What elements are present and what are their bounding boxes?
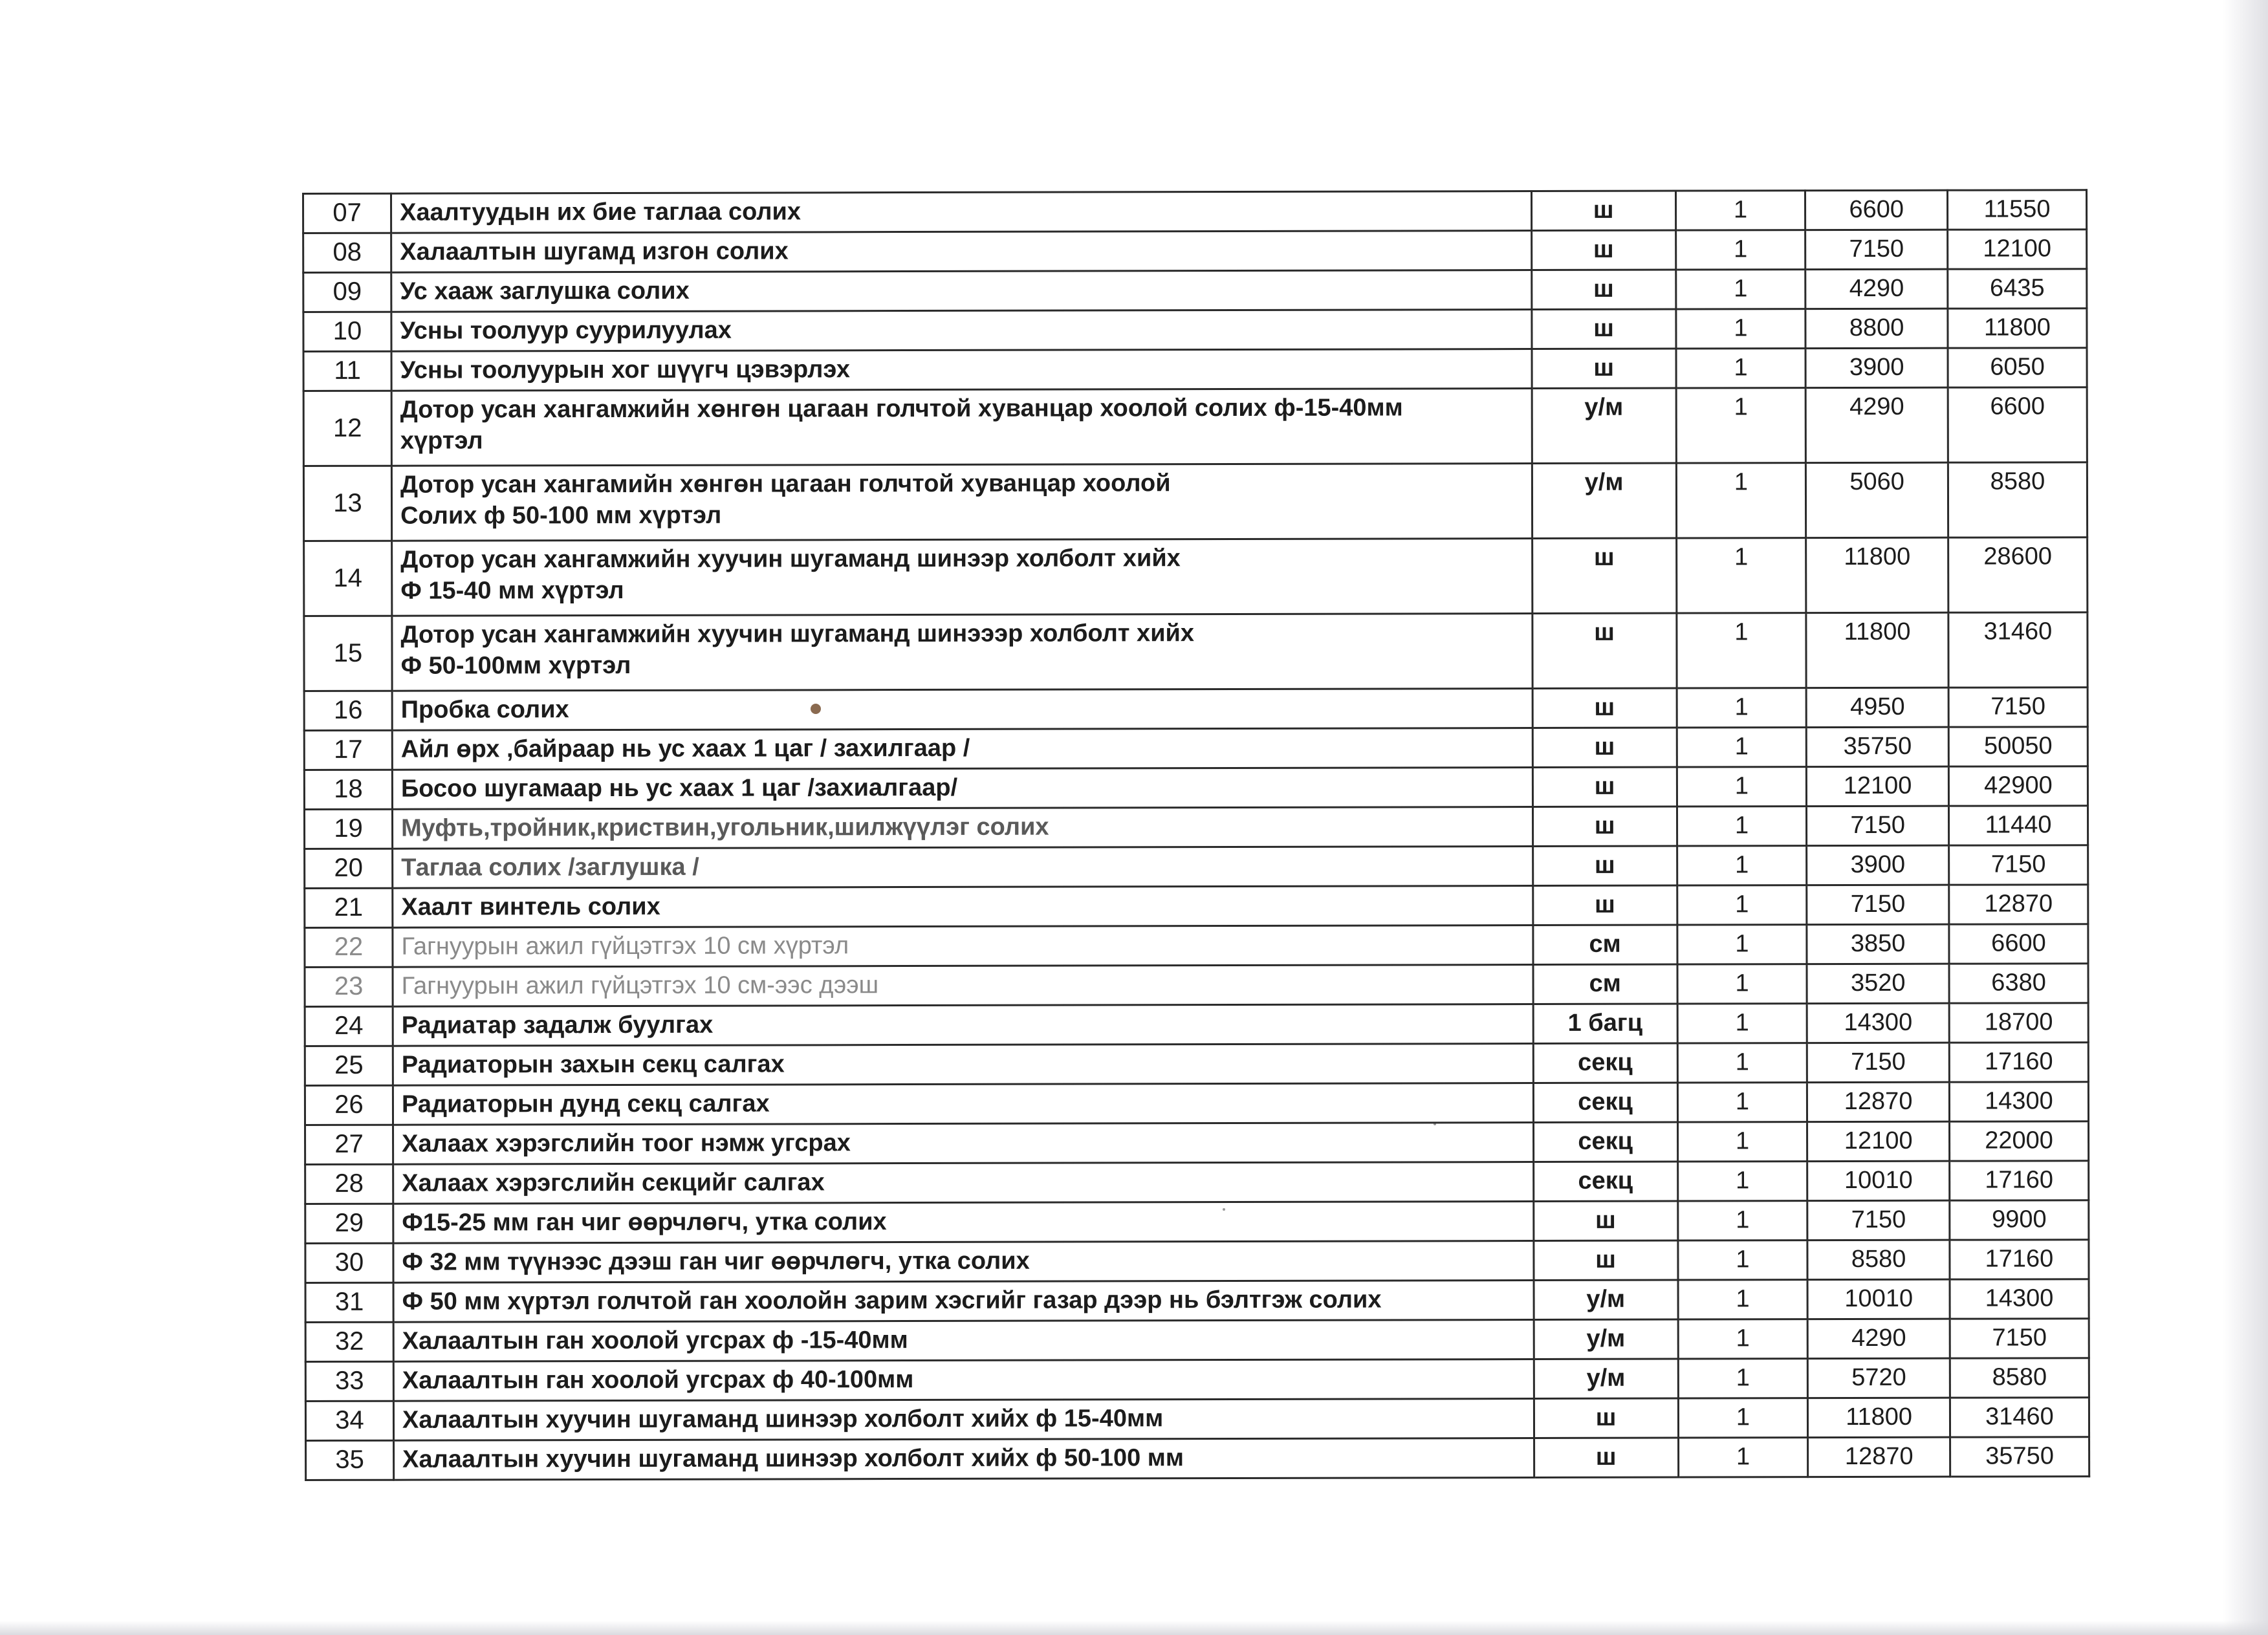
row-number-cell: 33 [305, 1361, 393, 1401]
price-cell-alt: 7150 [1950, 1319, 2089, 1358]
price-cell: 12100 [1807, 1121, 1950, 1161]
quantity-cell: 1 [1678, 1280, 1808, 1319]
description-cell [393, 965, 1533, 1007]
price-cell: 7150 [1807, 1043, 1950, 1082]
table-row [303, 230, 2087, 273]
table-row [304, 727, 2088, 770]
description-cell [393, 926, 1533, 968]
unit-cell: ш [1532, 538, 1676, 613]
row-number-cell: 30 [305, 1243, 393, 1283]
quantity-cell: 1 [1677, 1083, 1807, 1122]
description-cell [393, 886, 1533, 928]
description-line: Ус хааж заглушка солих [400, 277, 690, 305]
row-number-cell: 34 [305, 1401, 393, 1440]
description-cell [393, 1320, 1534, 1362]
price-cell: 3900 [1805, 348, 1948, 387]
quantity-cell: 1 [1676, 463, 1806, 538]
price-cell-alt: 11440 [1948, 806, 2088, 845]
description-line: Ф15-25 мм ган чиг өөрчлөгч, утка солих [402, 1208, 887, 1237]
description-cell [393, 1241, 1534, 1283]
quantity-cell: 1 [1678, 1240, 1808, 1280]
quantity-cell: 1 [1677, 767, 1807, 807]
price-list-table [302, 189, 2090, 1481]
table-row [306, 1437, 2089, 1480]
price-cell-alt: 14300 [1950, 1279, 2089, 1319]
quantity-cell: 1 [1677, 1201, 1807, 1240]
unit-cell: ш [1531, 191, 1675, 230]
quantity-cell: 1 [1675, 230, 1805, 270]
price-cell: 8800 [1805, 309, 1948, 348]
description-line: Пробка солих [400, 696, 569, 724]
price-cell: 4290 [1807, 1319, 1950, 1358]
row-number-cell: 24 [305, 1006, 393, 1046]
unit-cell: секц [1533, 1043, 1677, 1083]
quantity-cell: 1 [1678, 1438, 1808, 1477]
table-row [303, 309, 2087, 352]
description-line: Ф 32 мм түүнээс дээш ган чиг өөрчлөгч, утка солих [402, 1247, 1030, 1276]
price-cell: 3900 [1807, 845, 1949, 885]
row-number-cell: 18 [304, 770, 392, 809]
price-cell-alt: 6050 [1948, 348, 2087, 387]
table-row [305, 1279, 2089, 1323]
price-cell-alt: 14300 [1949, 1082, 2088, 1121]
price-cell-alt: 28600 [1948, 537, 2088, 612]
price-cell: 7150 [1807, 885, 1949, 924]
row-number-cell: 22 [305, 927, 393, 967]
table-row [303, 348, 2087, 391]
price-cell-alt: 11800 [1948, 309, 2087, 348]
table-row [305, 845, 2088, 889]
quantity-cell: 1 [1676, 538, 1806, 613]
price-cell: 10010 [1807, 1161, 1950, 1200]
description-cell [391, 191, 1532, 233]
price-cell: 7150 [1805, 230, 1948, 269]
row-number-cell: 16 [304, 691, 392, 730]
description-line: Халаалтын ган хоолой угсрах ф -15-40мм [402, 1326, 908, 1355]
description-line-2: Солих ф 50-100 мм хүртэл [400, 501, 722, 530]
description-cell [391, 310, 1532, 352]
price-cell-alt: 50050 [1948, 727, 2088, 766]
description-line: Босоо шугамаар нь ус хаах 1 цаг /захиалгаар/ [400, 774, 958, 803]
unit-cell: см [1533, 964, 1677, 1004]
quantity-cell: 1 [1677, 807, 1807, 846]
quantity-cell: 1 [1677, 1004, 1807, 1043]
unit-cell: ш [1534, 1438, 1678, 1477]
quantity-cell: 1 [1676, 349, 1806, 388]
price-cell: 7150 [1807, 1200, 1950, 1240]
table-row [305, 1319, 2089, 1362]
row-number-cell: 23 [305, 967, 393, 1006]
description-line: Радиаторын дунд секц салгах [401, 1090, 770, 1118]
table-row [303, 462, 2087, 541]
quantity-cell: 1 [1677, 846, 1807, 885]
description-line: Ф 50 мм хүртэл голчтой ган хоолойн зарим хэсгийг газар дээр нь бэлтгэж солих [402, 1286, 1382, 1316]
row-number-cell: 14 [304, 541, 392, 616]
price-cell: 35750 [1807, 727, 1949, 766]
price-cell: 11800 [1808, 1398, 1950, 1437]
unit-cell: у/м [1532, 388, 1676, 463]
description-cell [391, 270, 1532, 312]
description-line: Муфть,тройник,криствин,угольник,шилжүүлэг солих [401, 813, 1049, 842]
table-row [303, 269, 2087, 312]
row-number-cell: 08 [303, 233, 391, 272]
description-line: Дотор усан хангамийн хөнгөн цагаан голчтой хуванцар хоолой [400, 470, 1171, 499]
row-number-cell: 20 [305, 849, 393, 888]
price-cell-alt: 12870 [1949, 885, 2088, 924]
table-row [304, 612, 2088, 691]
description-cell [391, 231, 1532, 273]
table-row [305, 1121, 2089, 1165]
unit-cell: ш [1534, 1398, 1678, 1438]
quantity-cell: 1 [1677, 885, 1807, 925]
description-line: Халаалтын хуучин шугаманд шинээр холболт хийх ф 15-40мм [402, 1405, 1164, 1434]
price-cell-alt: 31460 [1950, 1398, 2089, 1437]
table-row [305, 885, 2088, 928]
quantity-cell: 1 [1677, 613, 1807, 688]
price-cell-alt: 42900 [1948, 766, 2088, 806]
price-cell-alt: 6600 [1948, 387, 2087, 462]
description-line: Дотор усан хангамжийн хуучин шугаманд шинээр холболт хийх [400, 545, 1181, 574]
table-row [305, 1398, 2089, 1441]
unit-cell: у/м [1534, 1280, 1678, 1319]
description-line: Дотор усан хангамжийн хөнгөн цагаан голчтой хуванцар хоолой солих ф-15-40мм [400, 394, 1403, 424]
unit-cell: ш [1532, 728, 1677, 767]
table-row [305, 964, 2088, 1007]
price-cell-alt: 17160 [1950, 1240, 2089, 1279]
price-cell: 12870 [1808, 1437, 1950, 1477]
row-number-cell: 13 [303, 466, 391, 541]
quantity-cell: 1 [1678, 1359, 1808, 1398]
table-row [304, 766, 2088, 810]
description-line: Радиаторын захын секц салгах [401, 1050, 785, 1079]
row-number-cell: 10 [303, 312, 391, 351]
row-number-cell: 35 [306, 1440, 394, 1480]
description-line: Халаалтын ган хоолой угсрах ф 40-100мм [402, 1366, 914, 1394]
description-cell [392, 614, 1532, 691]
price-cell-alt: 6435 [1948, 269, 2087, 309]
price-cell: 3520 [1807, 964, 1949, 1003]
price-cell-alt: 18700 [1949, 1003, 2088, 1043]
quantity-cell: 1 [1677, 1162, 1807, 1201]
price-cell-alt: 6600 [1949, 924, 2088, 964]
price-cell: 12100 [1807, 766, 1949, 806]
row-number-cell: 31 [305, 1283, 393, 1322]
row-number-cell: 26 [305, 1085, 393, 1125]
price-cell: 5720 [1808, 1358, 1950, 1398]
quantity-cell: 1 [1677, 925, 1807, 964]
unit-cell: ш [1532, 807, 1677, 846]
description-cell [394, 1438, 1534, 1480]
price-cell: 3850 [1807, 924, 1949, 964]
table-row [305, 924, 2088, 968]
table-row [305, 1240, 2089, 1283]
description-line: Дотор усан хангамжийн хуучин шугаманд шинэээр холболт хийх [400, 620, 1195, 649]
unit-cell: 1 багц [1533, 1004, 1677, 1043]
quantity-cell: 1 [1678, 1319, 1808, 1359]
price-cell-alt: 8580 [1948, 462, 2087, 537]
description-cell [393, 807, 1533, 849]
description-cell [392, 689, 1532, 731]
table-row [305, 1161, 2089, 1204]
price-cell: 11800 [1806, 537, 1948, 612]
unit-cell: см [1532, 925, 1677, 964]
row-number-cell: 07 [303, 193, 391, 233]
description-line: Таглаа солих /заглушка / [401, 853, 699, 882]
description-cell [392, 539, 1532, 616]
price-cell: 4290 [1805, 269, 1948, 309]
description-cell [393, 847, 1533, 889]
price-cell: 5060 [1806, 462, 1948, 537]
unit-cell: ш [1531, 309, 1675, 349]
unit-cell: ш [1533, 1201, 1677, 1240]
table-row [305, 1003, 2088, 1046]
quantity-cell: 1 [1675, 270, 1805, 309]
price-cell: 10010 [1807, 1279, 1950, 1319]
description-cell [392, 728, 1532, 770]
unit-cell: ш [1532, 885, 1677, 925]
price-cell: 11800 [1806, 612, 1948, 688]
description-cell [391, 349, 1532, 391]
unit-cell: ш [1532, 688, 1677, 728]
table-row [305, 1200, 2089, 1244]
description-line: Усны тоолуурын хог шүүгч цэвэрлэх [400, 356, 851, 384]
table-row [305, 1043, 2088, 1086]
row-number-cell: 25 [305, 1046, 393, 1085]
price-cell-alt: 12100 [1948, 230, 2087, 269]
price-cell-alt: 8580 [1950, 1358, 2089, 1398]
scan-edge-bottom [0, 1621, 2268, 1635]
price-cell-alt: 7150 [1949, 845, 2088, 885]
description-cell [392, 768, 1532, 810]
row-number-cell: 09 [303, 272, 391, 312]
table-row [304, 806, 2088, 849]
table-row [304, 688, 2088, 731]
description-line: Халаалтын хуучин шугаманд шинээр холболт хийх ф 50-100 мм [402, 1444, 1184, 1473]
quantity-cell: 1 [1676, 309, 1806, 349]
description-line: Хаалт винтель солих [401, 893, 660, 921]
unit-cell: секц [1533, 1122, 1677, 1162]
price-cell-alt: 7150 [1948, 688, 2088, 727]
price-cell-alt: 11550 [1947, 190, 2086, 230]
row-number-cell: 19 [304, 809, 392, 849]
price-cell-alt: 22000 [1949, 1121, 2088, 1161]
unit-cell: секц [1533, 1162, 1677, 1201]
description-cell [393, 1044, 1533, 1086]
description-cell [393, 1359, 1534, 1402]
price-cell-alt: 17160 [1949, 1043, 2088, 1082]
quantity-cell: 1 [1677, 1043, 1807, 1083]
row-number-cell: 17 [304, 730, 392, 770]
table-row [303, 190, 2087, 233]
description-line: Радиатар задалж буулгах [401, 1011, 714, 1039]
table-row [305, 1358, 2089, 1402]
quantity-cell: 1 [1677, 688, 1807, 728]
row-number-cell: 27 [305, 1125, 393, 1164]
table-row [304, 537, 2088, 616]
price-cell: 12870 [1807, 1082, 1950, 1121]
description-line: Халаах хэрэгслийн тоог нэмж угсрах [402, 1129, 851, 1158]
scan-edge-right [2223, 0, 2268, 1635]
table-row [305, 1082, 2088, 1125]
description-cell [393, 1123, 1534, 1165]
description-cell [391, 389, 1532, 466]
description-line: Гагнуурын ажил гүйцэтгэх 10 см хүртэл [401, 932, 849, 960]
description-line: Айл өрх ,байраар нь ус хаах 1 цаг / захилгаар / [400, 734, 970, 763]
quantity-cell: 1 [1678, 1398, 1808, 1438]
description-cell [393, 1083, 1533, 1125]
description-line-2: хүртэл [400, 427, 483, 455]
price-cell-alt: 35750 [1950, 1437, 2089, 1477]
quantity-cell: 1 [1676, 388, 1806, 463]
price-cell-alt: 9900 [1950, 1200, 2089, 1240]
unit-cell: ш [1531, 270, 1675, 309]
row-number-cell: 12 [303, 391, 391, 466]
price-cell: 4950 [1806, 688, 1948, 727]
description-cell [393, 1281, 1534, 1323]
price-cell: 8580 [1807, 1240, 1950, 1279]
description-line: Усны тоолуур суурилуулах [400, 316, 732, 345]
unit-cell: ш [1532, 349, 1676, 388]
unit-cell: у/м [1534, 1359, 1678, 1398]
price-cell-alt: 17160 [1950, 1161, 2089, 1200]
unit-cell: ш [1532, 846, 1677, 885]
description-cell [393, 1162, 1534, 1204]
description-cell [393, 1202, 1534, 1244]
price-cell: 6600 [1805, 190, 1948, 230]
quantity-cell: 1 [1677, 1122, 1807, 1162]
row-number-cell: 11 [303, 351, 391, 391]
row-number-cell: 32 [305, 1322, 393, 1361]
description-line: Халаалтын шугамд изгон солих [400, 237, 789, 266]
unit-cell: ш [1533, 1240, 1677, 1280]
unit-cell: у/м [1534, 1319, 1678, 1359]
price-cell: 7150 [1807, 806, 1949, 845]
unit-cell: ш [1532, 767, 1677, 807]
description-line: Халаах хэрэгслийн секцийг салгах [402, 1169, 825, 1197]
row-number-cell: 29 [305, 1204, 393, 1243]
price-cell-alt: 6380 [1949, 964, 2088, 1003]
table-row [303, 387, 2087, 466]
quantity-cell: 1 [1677, 964, 1807, 1004]
description-cell [393, 1004, 1533, 1046]
row-number-cell: 21 [305, 888, 393, 927]
description-cell [391, 464, 1532, 541]
unit-cell: секц [1533, 1083, 1677, 1122]
description-line-2: Ф 50-100мм хүртэл [400, 651, 631, 680]
price-cell: 4290 [1805, 387, 1948, 462]
description-cell [393, 1399, 1534, 1441]
price-cell: 14300 [1807, 1003, 1949, 1043]
row-number-cell: 28 [305, 1164, 393, 1204]
unit-cell: ш [1531, 230, 1675, 270]
quantity-cell: 1 [1677, 728, 1807, 767]
price-cell-alt: 31460 [1948, 612, 2088, 688]
row-number-cell: 15 [304, 616, 392, 691]
unit-cell: ш [1532, 613, 1676, 688]
unit-cell: у/м [1532, 463, 1676, 538]
description-line: Гагнуурын ажил гүйцэтгэх 10 см-ээс дээш [401, 971, 879, 1000]
quantity-cell: 1 [1675, 191, 1805, 230]
description-line: Хаалтуудын их бие таглаа солих [400, 198, 801, 226]
description-line-2: Ф 15-40 мм хүртэл [400, 576, 624, 605]
price-list-body [303, 190, 2089, 1480]
